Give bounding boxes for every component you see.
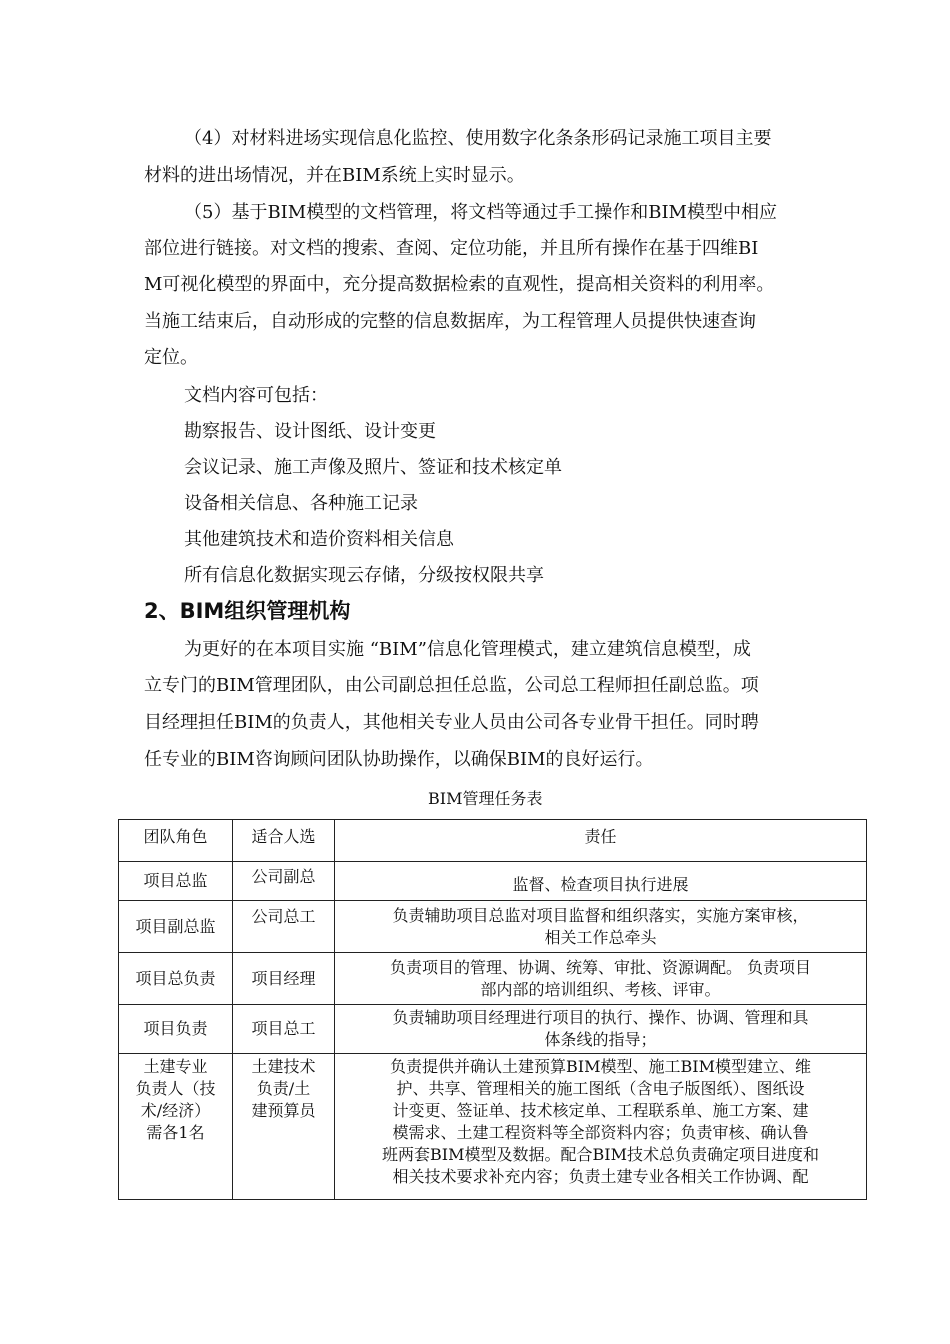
header-duty: 责任	[335, 820, 867, 862]
paragraph-5-line-2: 部位进行链接。对文档的搜索、查阅、定位功能，并且所有操作在基于四维BI	[144, 238, 759, 259]
duty-line: 计变更、签证单、技术核定单、工程联系单、施工方案、建	[392, 1101, 809, 1120]
duty-cell	[335, 1005, 867, 1054]
candidate-cell	[233, 1054, 335, 1200]
duty-line: 护、共享、管理相关的施工图纸（含电子版图纸）、图纸设	[396, 1079, 805, 1098]
paragraph-5-line-4: 当施工结束后，自动形成的完整的信息数据库，为工程管理人员提供快速查询	[144, 311, 756, 332]
candidate-cell: 公司总工	[233, 901, 335, 953]
doc-contents-item: 设备相关信息、各种施工记录	[184, 493, 418, 514]
duty-line: 负责项目的管理、协调、统筹、审批、资源调配。 负责项目	[389, 957, 812, 977]
doc-contents-item: 勘察报告、设计图纸、设计变更	[184, 421, 436, 442]
paragraph-5-line-5: 定位。	[144, 347, 198, 368]
duty-line: 相关技术要求补充内容；负责土建专业各相关工作协调、配	[392, 1167, 809, 1186]
candidate-line: 土建技术	[251, 1057, 316, 1076]
duty-line: 负责辅助项目总监对项目监督和组织落实，实施方案审核，	[392, 905, 809, 925]
duty-cell	[335, 953, 867, 1005]
table-row	[119, 1005, 867, 1054]
doc-contents-item: 会议记录、施工声像及照片、签证和技术核定单	[184, 457, 562, 478]
role-cell: 项目总负责	[119, 953, 233, 1005]
candidate-line: 建预算员	[251, 1101, 316, 1120]
paragraph-5-line-1: （5）基于BIM模型的文档管理，将文档等通过手工操作和BIM模型中相应	[184, 202, 777, 223]
role-line: 土建专业	[143, 1057, 208, 1076]
duty-line: 班两套BIM模型及数据。配合BIM技术总负责确定项目进度和	[382, 1145, 819, 1164]
table-row	[119, 953, 867, 1005]
candidate-cell: 项目总工	[233, 1005, 335, 1054]
duty-cell: 监督、检查项目执行进展	[335, 862, 867, 901]
role-cell	[119, 1054, 233, 1200]
candidate-line: 负责/土	[256, 1079, 311, 1098]
section-2-line-3: 目经理担任BIM的负责人，其他相关专业人员由公司各专业骨干担任。同时聘	[144, 712, 759, 733]
role-cell: 项目负责	[119, 1005, 233, 1054]
section-2-line-4: 任专业的BIM咨询顾问团队协助操作，以确保BIM的良好运行。	[144, 749, 654, 770]
duty-cell	[335, 1054, 867, 1200]
duty-line: 相关工作总牵头	[544, 927, 657, 947]
section-2-line-2: 立专门的BIM管理团队，由公司副总担任总监，公司总工程师担任副总监。项	[144, 675, 759, 696]
duty-line: 部内部的培训组织、考核、评审。	[480, 979, 721, 999]
table-row	[119, 901, 867, 953]
duty-line: 模需求、土建工程资料等全部资料内容；负责审核、确认鲁	[392, 1123, 809, 1142]
doc-contents-item: 其他建筑技术和造价资料相关信息	[184, 529, 454, 550]
duty-cell	[335, 901, 867, 953]
table-caption: BIM管理任务表	[428, 789, 543, 808]
duty-line: 负责提供并确认土建预算BIM模型、施工BIM模型建立、维	[390, 1057, 811, 1076]
paragraph-4-line-1: （4）对材料进场实现信息化监控、使用数字化条条形码记录施工项目主要	[184, 128, 772, 149]
role-line: 术/经济）	[140, 1101, 211, 1120]
bim-task-table	[118, 819, 867, 1200]
paragraph-5-line-3: M可视化模型的界面中，充分提高数据检索的直观性，提高相关资料的利用率。	[144, 274, 775, 295]
duty-line: 负责辅助项目经理进行项目的执行、操作、协调、管理和具	[392, 1008, 809, 1027]
doc-contents-item: 所有信息化数据实现云存储，分级按权限共享	[184, 565, 544, 586]
table-header-row	[119, 820, 867, 862]
section-2-heading: 2、BIM组织管理机构	[144, 599, 351, 623]
role-cell: 项目总监	[119, 862, 233, 901]
section-2-line-1: 为更好的在本项目实施 “BIM”信息化管理模式，建立建筑信息模型，成	[184, 639, 751, 660]
table-row	[119, 862, 867, 901]
candidate-cell: 项目经理	[233, 953, 335, 1005]
header-candidate: 适合人选	[233, 820, 335, 862]
role-line: 负责人（技	[135, 1079, 216, 1098]
role-line: 需各1名	[146, 1123, 205, 1142]
role-cell: 项目副总监	[119, 901, 233, 953]
paragraph-4-line-2: 材料的进出场情况，并在BIM系统上实时显示。	[144, 165, 525, 186]
header-role: 团队角色	[119, 820, 233, 862]
duty-line: 体条线的指导；	[544, 1030, 657, 1049]
table-row	[119, 1054, 867, 1200]
doc-contents-intro: 文档内容可包括：	[184, 385, 328, 406]
candidate-cell: 公司副总	[233, 862, 335, 901]
